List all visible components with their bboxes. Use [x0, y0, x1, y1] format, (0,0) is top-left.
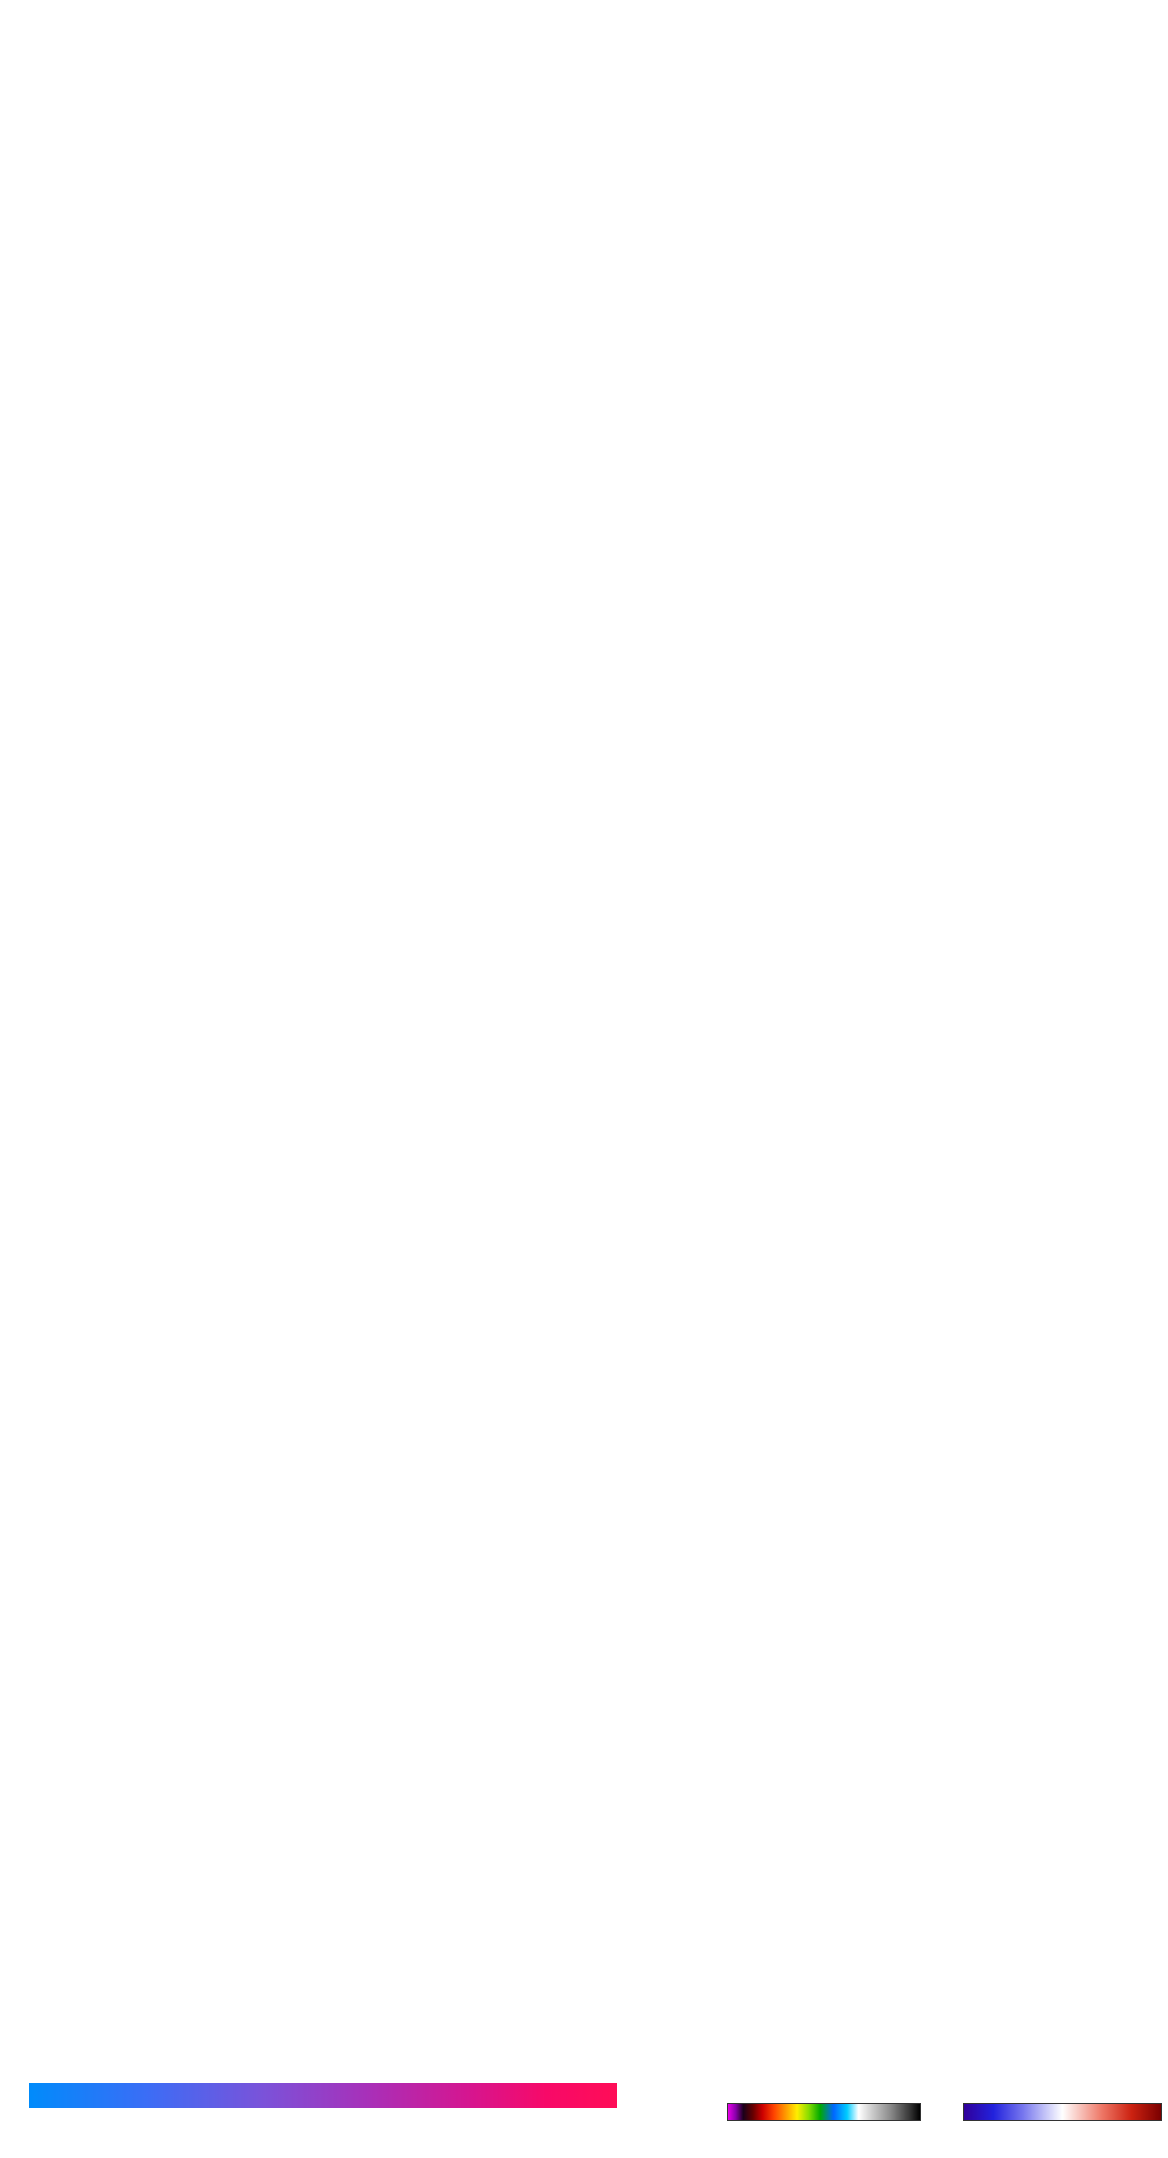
shap-colorbar [963, 2103, 1162, 2121]
feature-value-colorbar [29, 2083, 617, 2108]
bt-colorbar [727, 2103, 921, 2121]
